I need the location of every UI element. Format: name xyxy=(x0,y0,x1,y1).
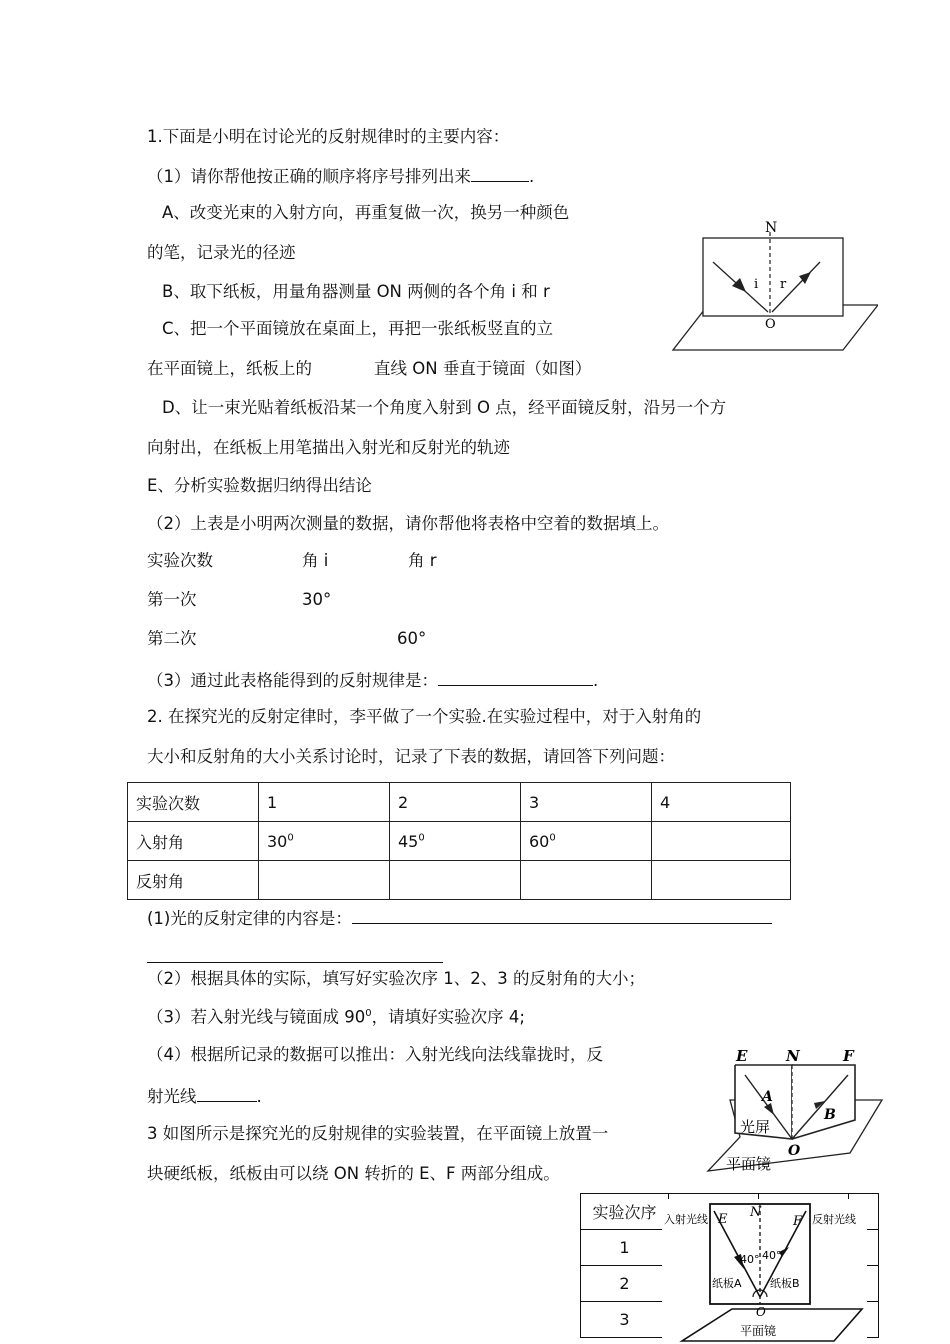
q2-s4-2 xyxy=(147,1087,262,1106)
q1-step-d-2: 向射出，在纸板上用笔描出入射光和反射光的轨迹 xyxy=(147,438,510,457)
q2-s4-text: 射光线 xyxy=(147,1087,197,1106)
q1-table-header-count: 实验次数 xyxy=(147,551,213,570)
q2-s1-answer-blank[interactable] xyxy=(352,909,772,924)
q1-step-d-1: D、让一束光贴着纸板沿某一个角度入射到 O 点，经平面镜反射，沿另一个方 xyxy=(162,398,727,417)
q3-fig-label-incident: 入射光线 xyxy=(664,1213,708,1226)
q2-incident-1-deg: 0 xyxy=(287,832,294,844)
q1-title: 1.下面是小明在讨论光的反射规律时的主要内容： xyxy=(147,127,510,146)
q3-line-2: 块硬纸板，纸板由可以绕 ON 转折的 E、F 两部分组成。 xyxy=(147,1164,560,1183)
q3-fig-angle-2: 40° xyxy=(762,1249,782,1262)
q2-fig-label-o: O xyxy=(788,1143,801,1159)
q2-table xyxy=(127,782,791,900)
table-row xyxy=(128,822,791,861)
q1-fig-label-r: r xyxy=(780,277,787,292)
q1-step-c-2b: 直线 ON 垂直于镜面（如图） xyxy=(374,359,592,378)
q1-step-c-2a: 在平面镜上，纸板上的 xyxy=(147,359,312,378)
q2-table-incident-2 xyxy=(390,822,521,861)
q2-s3 xyxy=(147,1009,525,1026)
q3-line-1: 3 如图所示是探究光的反射规律的实验装置，在平面镜上放置一 xyxy=(147,1124,609,1143)
q2-table-reflect-2-blank[interactable] xyxy=(390,861,521,900)
q3-fig-label-e: E xyxy=(718,1212,728,1227)
q2-intro-1: 2. 在探究光的反射定律时，李平做了一个实验.在实验过程中，对于入射角的 xyxy=(147,707,702,726)
q1-step-a-1: A、改变光束的入射方向，再重复做一次，换另一种颜色 xyxy=(162,203,570,222)
q2-fig-label-mirror: 平面镜 xyxy=(726,1155,772,1173)
q1-fig-board xyxy=(703,238,843,316)
q2-table-header-1: 1 xyxy=(259,783,390,822)
q2-table-reflect-4-blank[interactable] xyxy=(652,861,791,900)
q1-table-row1-i: 30° xyxy=(302,590,332,609)
table-row xyxy=(128,861,791,900)
q1-sub1 xyxy=(147,167,534,186)
q1-table-header-i: 角 i xyxy=(302,551,329,570)
q3-table-header: 实验次序 xyxy=(581,1194,669,1230)
q3-fig-angle-1: 40° xyxy=(740,1253,760,1266)
q2-table-reflect-label: 反射角 xyxy=(128,861,259,900)
q1-step-c-1: C、把一个平面镜放在桌面上，再把一张纸板竖直的立 xyxy=(162,319,554,338)
q2-s1 xyxy=(147,909,772,928)
q2-table-header-2: 2 xyxy=(390,783,521,822)
q3-figure xyxy=(662,1199,867,1344)
q1-fig-label-n: N xyxy=(765,220,778,236)
q1-sub1-answer-blank[interactable] xyxy=(471,167,529,182)
q2-s4-answer-blank[interactable] xyxy=(197,1087,257,1102)
q2-table-reflect-3-blank[interactable] xyxy=(521,861,652,900)
q2-table-incident-label: 入射角 xyxy=(128,822,259,861)
q2-incident-2-deg: 0 xyxy=(418,832,425,844)
q2-s1-text: (1)光的反射定律的内容是： xyxy=(147,909,352,928)
q2-s3-text-b: ，请填好实验次序 4; xyxy=(371,1007,525,1027)
q3-fig-label-o: O xyxy=(756,1305,766,1319)
q2-fig-label-n: N xyxy=(786,1047,800,1065)
q1-sub3-text: （3）通过此表格能得到的反射规律是： xyxy=(147,671,438,690)
q2-incident-1-value: 30 xyxy=(267,831,288,851)
q3-fig-label-board-a: 纸板A xyxy=(712,1277,742,1290)
q1-fig-label-o: O xyxy=(765,317,776,332)
q3-fig-label-board-b: 纸板B xyxy=(770,1277,800,1290)
q2-fig-label-b: B xyxy=(824,1107,836,1123)
q1-sub1-end: . xyxy=(529,167,535,186)
q1-sub2: （2）上表是小明两次测量的数据，请你帮他将表格中空着的数据填上。 xyxy=(147,514,669,533)
q3-fig-label-f: F xyxy=(793,1214,803,1229)
table-row xyxy=(128,783,791,822)
q2-incident-2-value: 45 xyxy=(398,831,419,851)
q2-fig-label-screen: 光屏 xyxy=(740,1118,771,1136)
q3-table-row-2: 2 xyxy=(581,1266,669,1302)
q2-table-header-4: 4 xyxy=(652,783,791,822)
q1-table-row2-label: 第二次 xyxy=(147,629,197,648)
q2-table-incident-1 xyxy=(259,822,390,861)
q1-step-a-2: 的笔，记录光的径迹 xyxy=(147,243,296,262)
q1-sub3-answer-blank[interactable] xyxy=(438,671,593,686)
q2-fig-label-a: A xyxy=(762,1089,773,1105)
q1-step-e: E、分析实验数据归纳得出结论 xyxy=(147,476,372,495)
q1-sub3-end: . xyxy=(593,671,599,690)
q2-table-header-count: 实验次数 xyxy=(128,783,259,822)
q2-fig-label-f: F xyxy=(843,1047,854,1065)
q3-fig-label-n: N xyxy=(750,1205,762,1220)
q2-table-incident-3 xyxy=(521,822,652,861)
q2-incident-3-deg: 0 xyxy=(549,832,556,844)
q2-intro-2: 大小和反射角的大小关系讨论时，记录了下表的数据，请回答下列问题： xyxy=(147,747,675,766)
q2-table-header-3: 3 xyxy=(521,783,652,822)
q1-figure xyxy=(668,210,878,355)
q2-table-incident-4-blank[interactable] xyxy=(652,822,791,861)
q1-sub1-text: （1）请你帮他按正确的顺序将序号排列出来 xyxy=(147,167,471,186)
q1-sub3 xyxy=(147,671,598,690)
q2-s2: （2）根据具体的实际，填写好实验次序 1、2、3 的反射角的大小； xyxy=(147,969,645,988)
q2-s4-end: . xyxy=(256,1087,262,1106)
q2-s3-text-a: （3）若入射光线与镜面成 90 xyxy=(147,1007,366,1027)
q1-step-b: B、取下纸板，用量角器测量 ON 两侧的各个角 i 和 r xyxy=(162,282,550,301)
q1-table-row1-label: 第一次 xyxy=(147,590,197,609)
q2-s3-deg: 0 xyxy=(365,1008,372,1019)
q3-table-row-3: 3 xyxy=(581,1302,669,1338)
q2-fig-label-e: E xyxy=(736,1047,748,1065)
q2-incident-3-value: 60 xyxy=(529,831,550,851)
q1-table-row2-r: 60° xyxy=(397,629,427,648)
q3-table-row-1: 1 xyxy=(581,1230,669,1266)
q2-figure xyxy=(700,1045,890,1175)
q2-s1-answer-blank-2[interactable] xyxy=(147,962,443,963)
q1-table-header-r: 角 r xyxy=(408,551,437,570)
q1-fig-label-i: i xyxy=(754,277,759,292)
q3-fig-label-mirror: 平面镜 xyxy=(740,1324,777,1338)
q2-table-reflect-1-blank[interactable] xyxy=(259,861,390,900)
q2-s4-1: （4）根据所记录的数据可以推出：入射光线向法线靠拢时，反 xyxy=(147,1045,603,1064)
q3-fig-label-reflected: 反射光线 xyxy=(812,1213,856,1226)
